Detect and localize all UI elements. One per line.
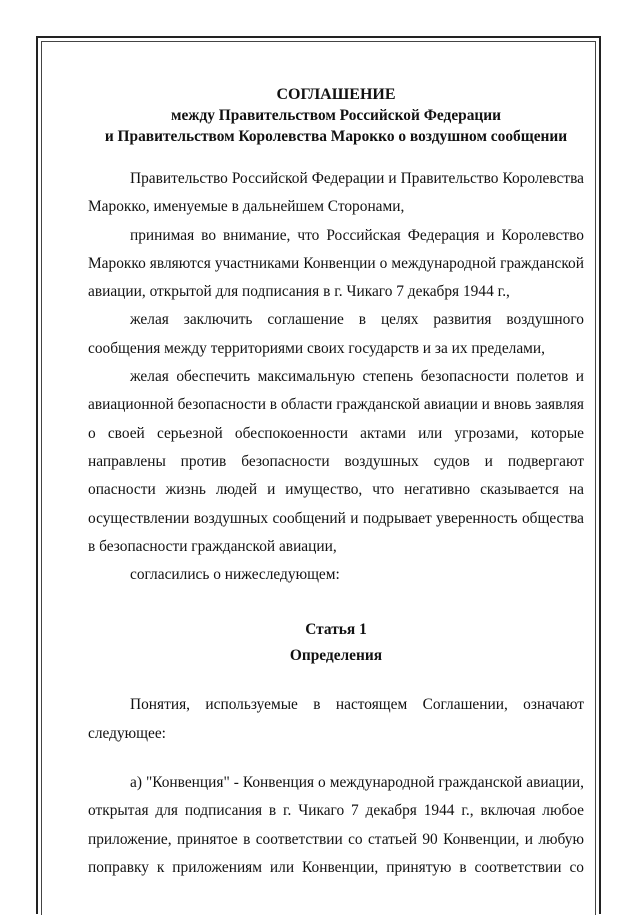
document-title: СОГЛАШЕНИЕ	[276, 86, 396, 103]
article-heading: Определения	[289, 647, 383, 665]
preamble-paragraph: согласились о нижеследующем:	[130, 566, 340, 584]
preamble-paragraph: Правительство Российской Федерации и Правительство Королевства Марокко, именуемые в дальнейшем Сторонами,	[88, 170, 584, 216]
preamble-paragraph: принимая во внимание, что Российская Федерация и Королевство Марокко являются участниками Конвенции о международной гражданской авиации, открытой для подписания в г. Чикаго 7 декабря 1944 г.,	[88, 226, 584, 301]
document-body	[88, 84, 584, 882]
document-subtitle-line-2: и Правительством Королевства Марокко о воздушном сообщении	[104, 128, 568, 145]
preamble-paragraph: желая заключить соглашение в целях развития воздушного сообщения между территориями своих государств и за их пределами,	[88, 311, 584, 357]
definition-item: а) "Конвенция" - Конвенция о международной гражданской авиации, открытая для подписания в г. Чикаго 7 декабря 1944 г., включая любое приложение, принятое в соответствии со статьей 90 Конвенции, и любую поправку к приложениям или Конвенции, принятую в соответствии со	[88, 774, 584, 876]
article-number: Статья 1	[305, 621, 367, 639]
definitions-intro: Понятия, используемые в настоящем Соглашении, означают следующее:	[88, 696, 584, 742]
document-subtitle-line-1: между Правительством Российской Федерации	[170, 107, 502, 124]
preamble-paragraph: желая обеспечить максимальную степень безопасности полетов и авиационной безопасности в области гражданской авиации и вновь заявляя о своей серьезной обеспокоенности актами или угрозами, которые направлены против безопасности воздушных судов и подвергают опасности жизнь людей и имущество, что негативно сказывается на осуществлении воздушных сообщений и подрывает уверенность общества в безопасности гражданской авиации,	[88, 368, 584, 555]
